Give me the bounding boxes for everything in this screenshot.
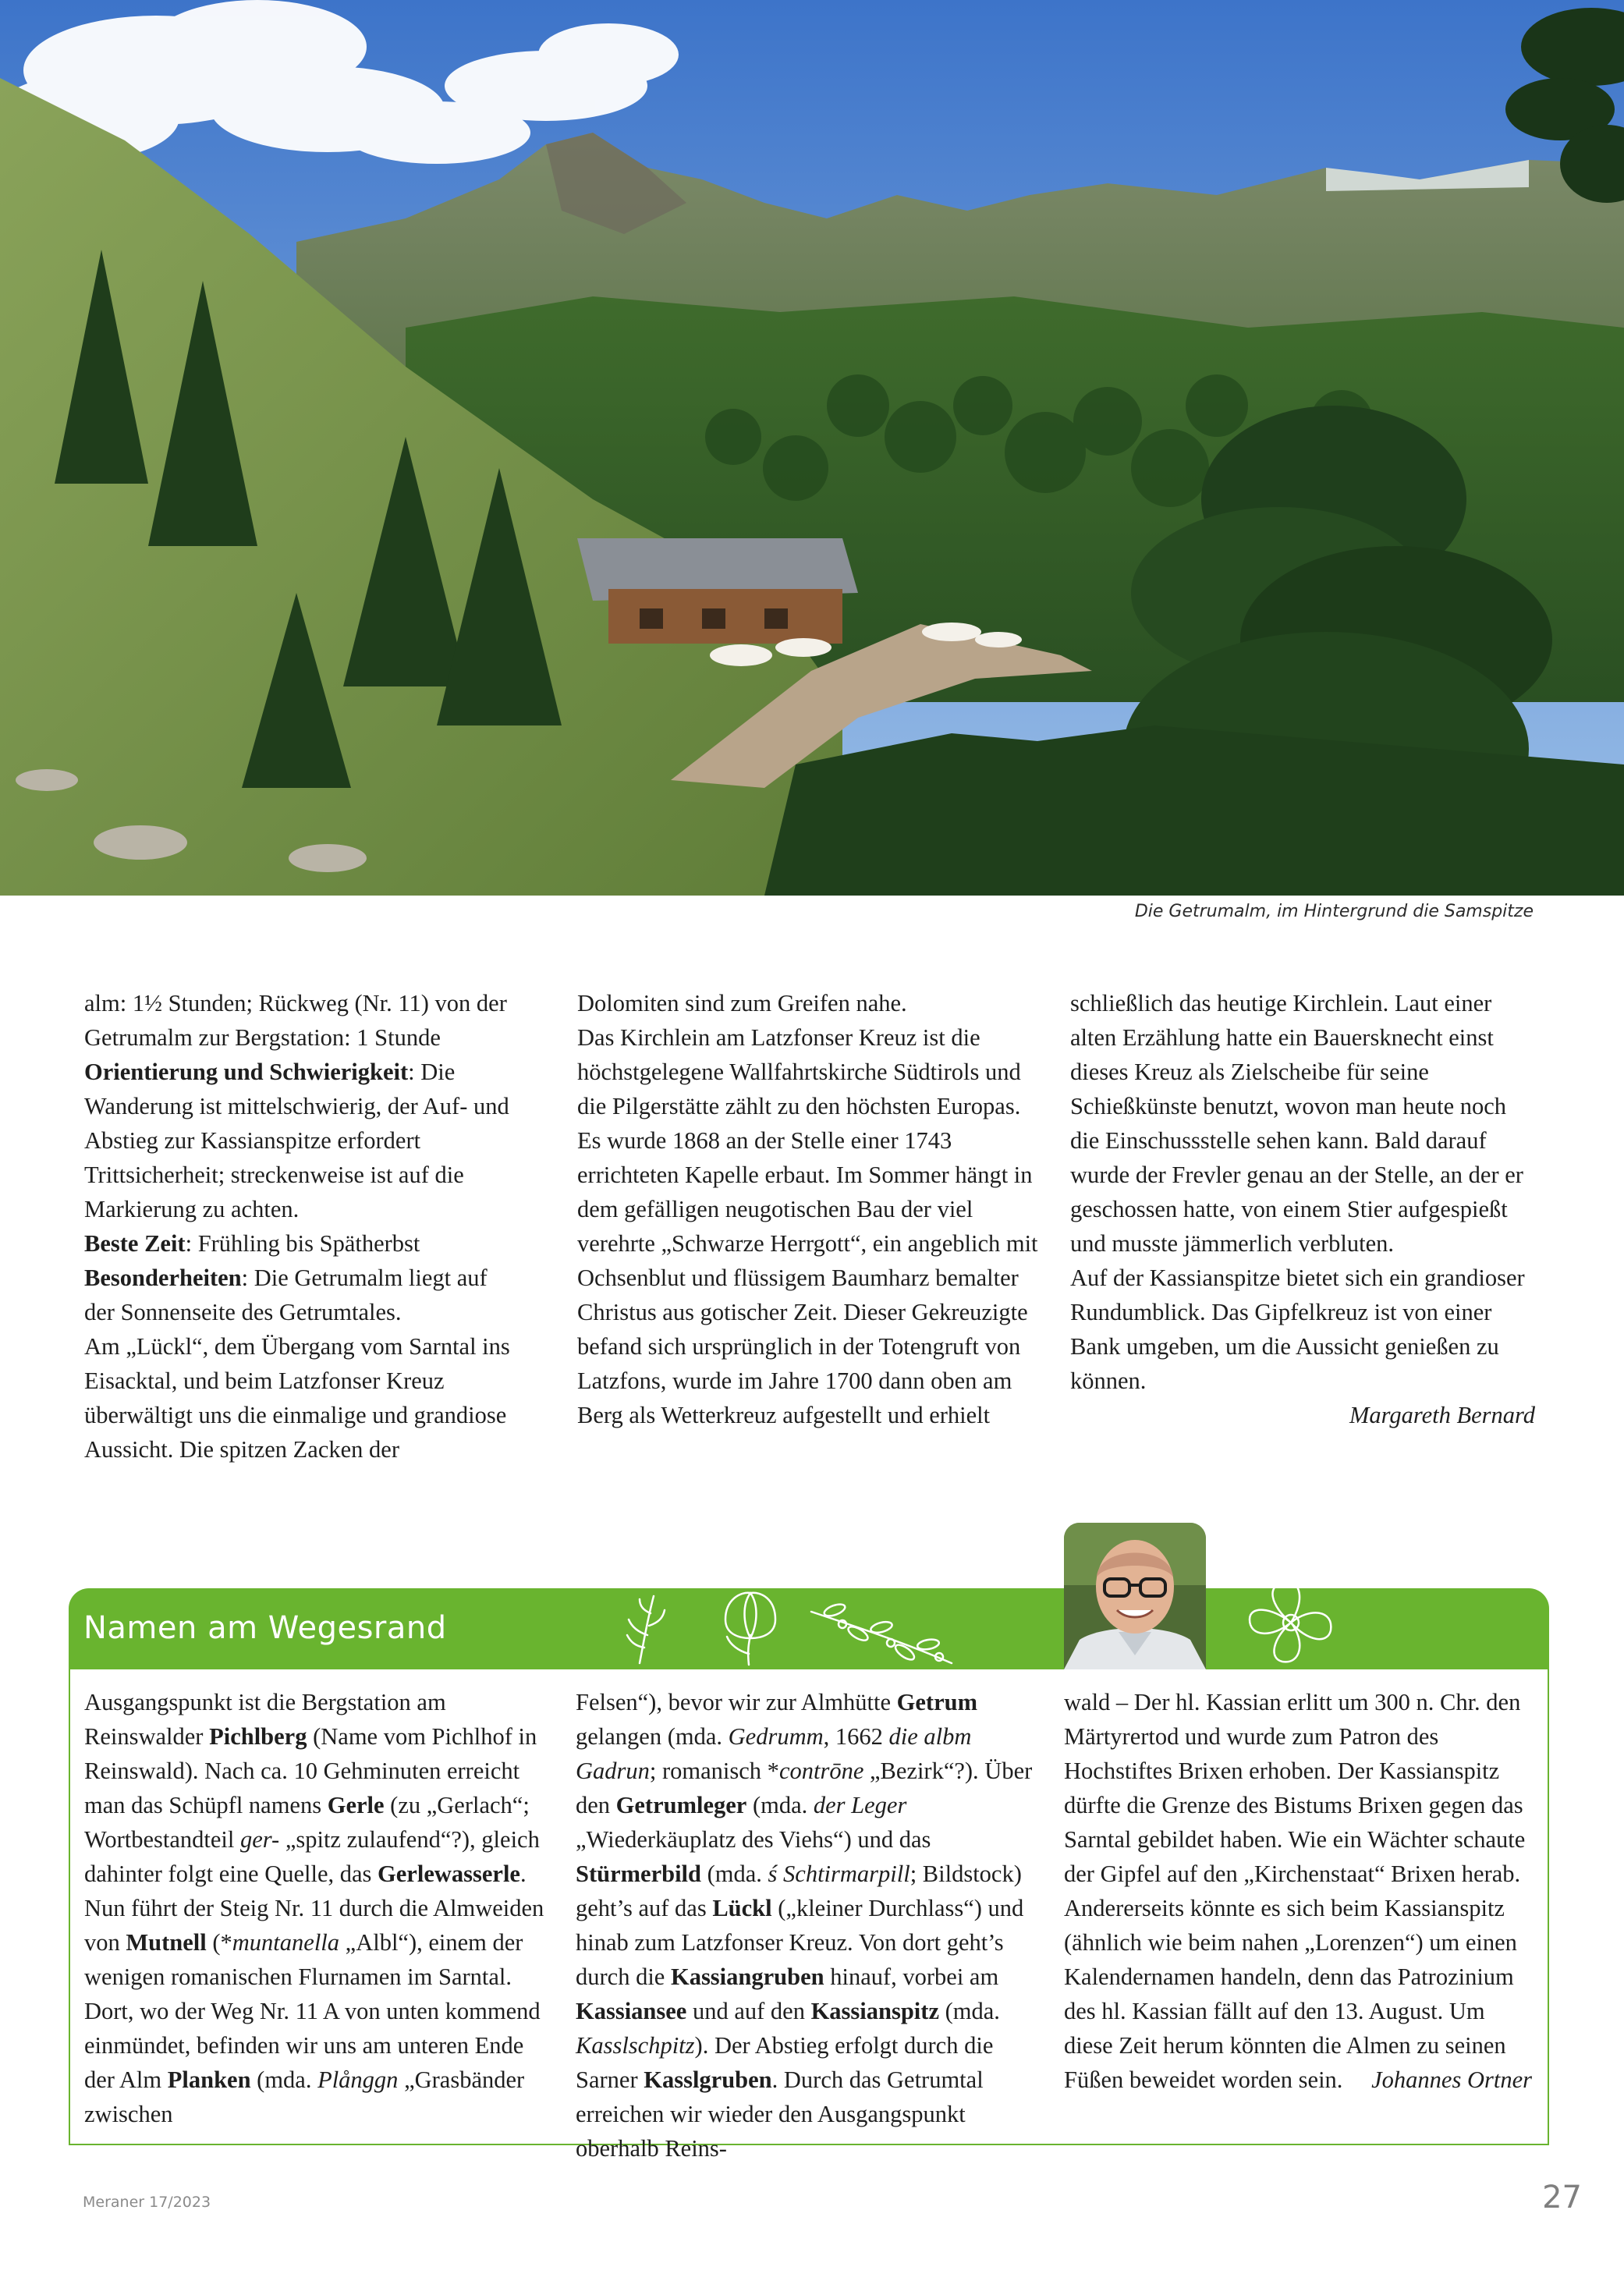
author-portrait-photo (1064, 1523, 1206, 1669)
text-run: ; romanisch * (649, 1758, 779, 1784)
paragraph (84, 1055, 519, 1226)
paragraph (84, 1226, 519, 1261)
paragraph (1070, 1261, 1535, 1398)
bold-text: Lückl (712, 1895, 772, 1921)
text-run: und auf den (686, 1998, 811, 2024)
text-run: (mda. (746, 1792, 814, 1818)
author-portrait (1064, 1523, 1206, 1669)
paragraph (576, 1685, 1044, 2166)
italic-text: Kasslschpitz (576, 2032, 695, 2059)
article-column-1 (84, 986, 519, 1467)
text-run: wald – Der hl. Kassian erlitt um 300 n. Chr. den Märtyrertod und wurde zum Patron des Hochstiftes Brixen erhoben. Der Kassianspitz dürfte die Grenze des Bistums Brixen gegen das Sarntal gebildet haben. Wie ein Wächter schaute der Gipfel auf den „Kirchenstaat“ Brixen herab. Andererseits könnte es sich beim Kassianspitz (ähnlich wie beim nahen „Lorenzen“) um einen Kalendernamen handeln, denn das Patrozinium des hl. Kassian fällt auf den 13. August. Um diese Zeit herum könnten die Almen zu seinen Füßen beweidet worden sein. (1064, 1689, 1526, 2093)
italic-text: ś Schtirmarpill (768, 1861, 910, 1887)
bold-text: Kassiangruben (670, 1964, 824, 1990)
text-run: Felsen“), bevor wir zur Almhütte (576, 1689, 897, 1715)
paragraph (84, 1329, 519, 1467)
italic-text: contrōne (778, 1758, 864, 1784)
text-run: Ausgangspunkt ist die Bergstation am Reinswalder (84, 1689, 446, 1750)
text-run: (* (206, 1929, 232, 1956)
anemone-flower-icon (1240, 1576, 1342, 1669)
text-run: hinauf, vorbei am (824, 1964, 999, 1990)
paragraph (577, 1020, 1043, 1432)
paragraph (84, 1261, 519, 1329)
bold-text: Getrum (896, 1689, 977, 1715)
photo-caption: Die Getrumalm, im Hintergrund die Samspitze (1134, 902, 1534, 921)
text-run: : Die Getrumalm liegt auf der Sonnenseite des Getrumtales. (84, 1265, 488, 1325)
text-run: : Die Wanderung ist mittelschwierig, der Auf- und Abstieg zur Kassianspitze erfordert Trittsicherheit; streckenweise ist auf die Markierung zu achten. (84, 1059, 509, 1222)
page-number: 27 (1542, 2180, 1582, 2215)
text-run: : Frühling bis Spätherbst (185, 1230, 420, 1257)
bold-text: Getrumleger (615, 1792, 747, 1818)
paragraph (1064, 1685, 1532, 2097)
bold-text: Gerle (327, 1792, 385, 1818)
floral-ornament-icon (608, 1588, 1045, 1669)
text-run: . Nun führt der Steig Nr. 11 durch die Almweiden von (84, 1861, 544, 1956)
text-run: Am „Lückl“, dem Übergang vom Sarntal ins Eisacktal, und beim Latzfonser Kreuz überwältigt uns die einmalige und grandiose Aussicht. Die spitzen Zacken der (84, 1333, 510, 1463)
bold-text: Mutnell (126, 1929, 207, 1956)
text-run: ). Der Abstieg erfolgt durch die Sarner (576, 2032, 994, 2093)
paragraph (577, 986, 1043, 1020)
box-column-3-text (1064, 1685, 1532, 2097)
text-run: (mda. (250, 2066, 318, 2093)
text-run: „Albl“), einem der wenigen romanischen Flurnamen im Sarntal. Dort, wo der Weg Nr. 11 A von unten kommend einmündet, befinden wir uns am unteren Ende der Alm (84, 1929, 541, 2093)
article-signature: Margareth Bernard (1349, 1402, 1535, 1428)
paragraph (84, 1685, 555, 2131)
box-signature: Johannes Ortner (1371, 2066, 1532, 2093)
bold-text: Stürmerbild (576, 1861, 701, 1887)
alpine-landscape-photo (0, 0, 1624, 896)
text-run: „Bezirk“?). Über den (576, 1758, 1033, 1818)
italic-text: muntanella (232, 1929, 340, 1956)
info-box-title: Namen am Wegesrand (83, 1610, 447, 1646)
text-run: Auf der Kassianspitze bietet sich ein grandioser Rundumblick. Das Gipfelkreuz ist von einer Bank umgeben, um die Aussicht genießen zu können. (1070, 1265, 1525, 1394)
text-run: , 1662 (823, 1723, 889, 1750)
text-run: ; Bildstock) geht’s auf das (576, 1861, 1022, 1921)
bold-text: Beste Zeit (84, 1230, 186, 1257)
bold-text: Kassiansee (576, 1998, 687, 2024)
italic-text: Gedrumm (728, 1723, 824, 1750)
text-run: Das Kirchlein am Latzfonser Kreuz ist die höchstgelegene Wallfahrtskirche Südtirols und die Pilgerstätte zählt zu den höchsten Europas. Es wurde 1868 an der Stelle einer 1743 errichteten Kapelle erbaut. Im Sommer hängt in dem gefälligen neugotischen Bau der viel verehrte „Schwarze Herrgott“, ein angeblich mit Ochsenblut und flüssigem Baumharz bemalter Christus aus gotischer Zeit. Dieser Gekreuzigte befand sich ursprünglich in der Totengruft von Latzfons, wurde im Jahre 1700 dann oben am Berg als Wetterkreuz aufgestellt und erhielt (577, 1024, 1038, 1428)
italic-text: der Leger (813, 1792, 907, 1818)
text-run: (mda. (938, 1998, 1000, 2024)
box-column-1 (84, 1685, 555, 2131)
bold-text: Besonderheiten (84, 1265, 242, 1291)
text-run: (zu „Gerlach“; Wortbestandteil (84, 1792, 530, 1853)
article-column-3-text (1070, 986, 1535, 1398)
box-column-2 (576, 1685, 1044, 2166)
text-run: schließlich das heutige Kirchlein. Laut einer alten Erzählung hatte ein Bauersknecht einst dieses Kreuz als Zielscheibe für seine Schießkünste benutzt, wovon man heute noch die Einschussstelle sehen kann. Bald darauf wurde der Frevler genau an der Stelle, an der er geschossen hatte, von einem Stier aufgespießt und musste jämmerlich verbluten. (1070, 990, 1523, 1257)
box-column-3 (1064, 1685, 1532, 2097)
bold-text: Gerlewasserle (378, 1861, 520, 1887)
text-run: („kleiner Durchlass“) und hinab zum Latzfonser Kreuz. Von dort geht’s durch die (576, 1895, 1024, 1990)
paragraph (84, 986, 519, 1055)
article-column-3 (1070, 986, 1535, 1432)
paragraph (1070, 986, 1535, 1261)
italic-text: Plånggn (317, 2066, 399, 2093)
text-run: „Grasbänder zwischen (84, 2066, 525, 2127)
text-run: „Wiederkäuplatz des Viehs“) und das (576, 1826, 931, 1853)
hero-photo (0, 0, 1624, 896)
text-run: (Name vom Pichlhof in Reinswald). Nach ca. 10 Gehminuten erreicht man das Schüpfl namens (84, 1723, 537, 1818)
bold-text: Pichlberg (209, 1723, 307, 1750)
italic-text: die albm Gadrun (576, 1723, 972, 1784)
text-run: . Durch das Getrumtal erreichen wir wieder den Ausgangspunkt oberhalb Reins- (576, 2066, 984, 2162)
text-run: (mda. (700, 1861, 768, 1887)
bold-text: Planken (167, 2066, 251, 2093)
text-run: alm: 1½ Stunden; Rückweg (Nr. 11) von der Getrumalm zur Bergstation: 1 Stunde (84, 990, 507, 1051)
publication-info: Meraner 17/2023 (83, 2194, 211, 2211)
bold-text: Kasslgruben (644, 2066, 772, 2093)
bold-text: Kassianspitz (810, 1998, 939, 2024)
bold-text: Orientierung und Schwierigkeit (84, 1059, 409, 1085)
text-run: gelangen (mda. (576, 1723, 729, 1750)
article-column-2 (577, 986, 1043, 1432)
text-run: Dolomiten sind zum Greifen nahe. (577, 990, 907, 1016)
alm-hut (577, 538, 858, 644)
text-run: „spitz zulaufend“?), gleich dahinter folgt eine Quelle, das (84, 1826, 540, 1887)
italic-text: ger- (239, 1826, 280, 1853)
